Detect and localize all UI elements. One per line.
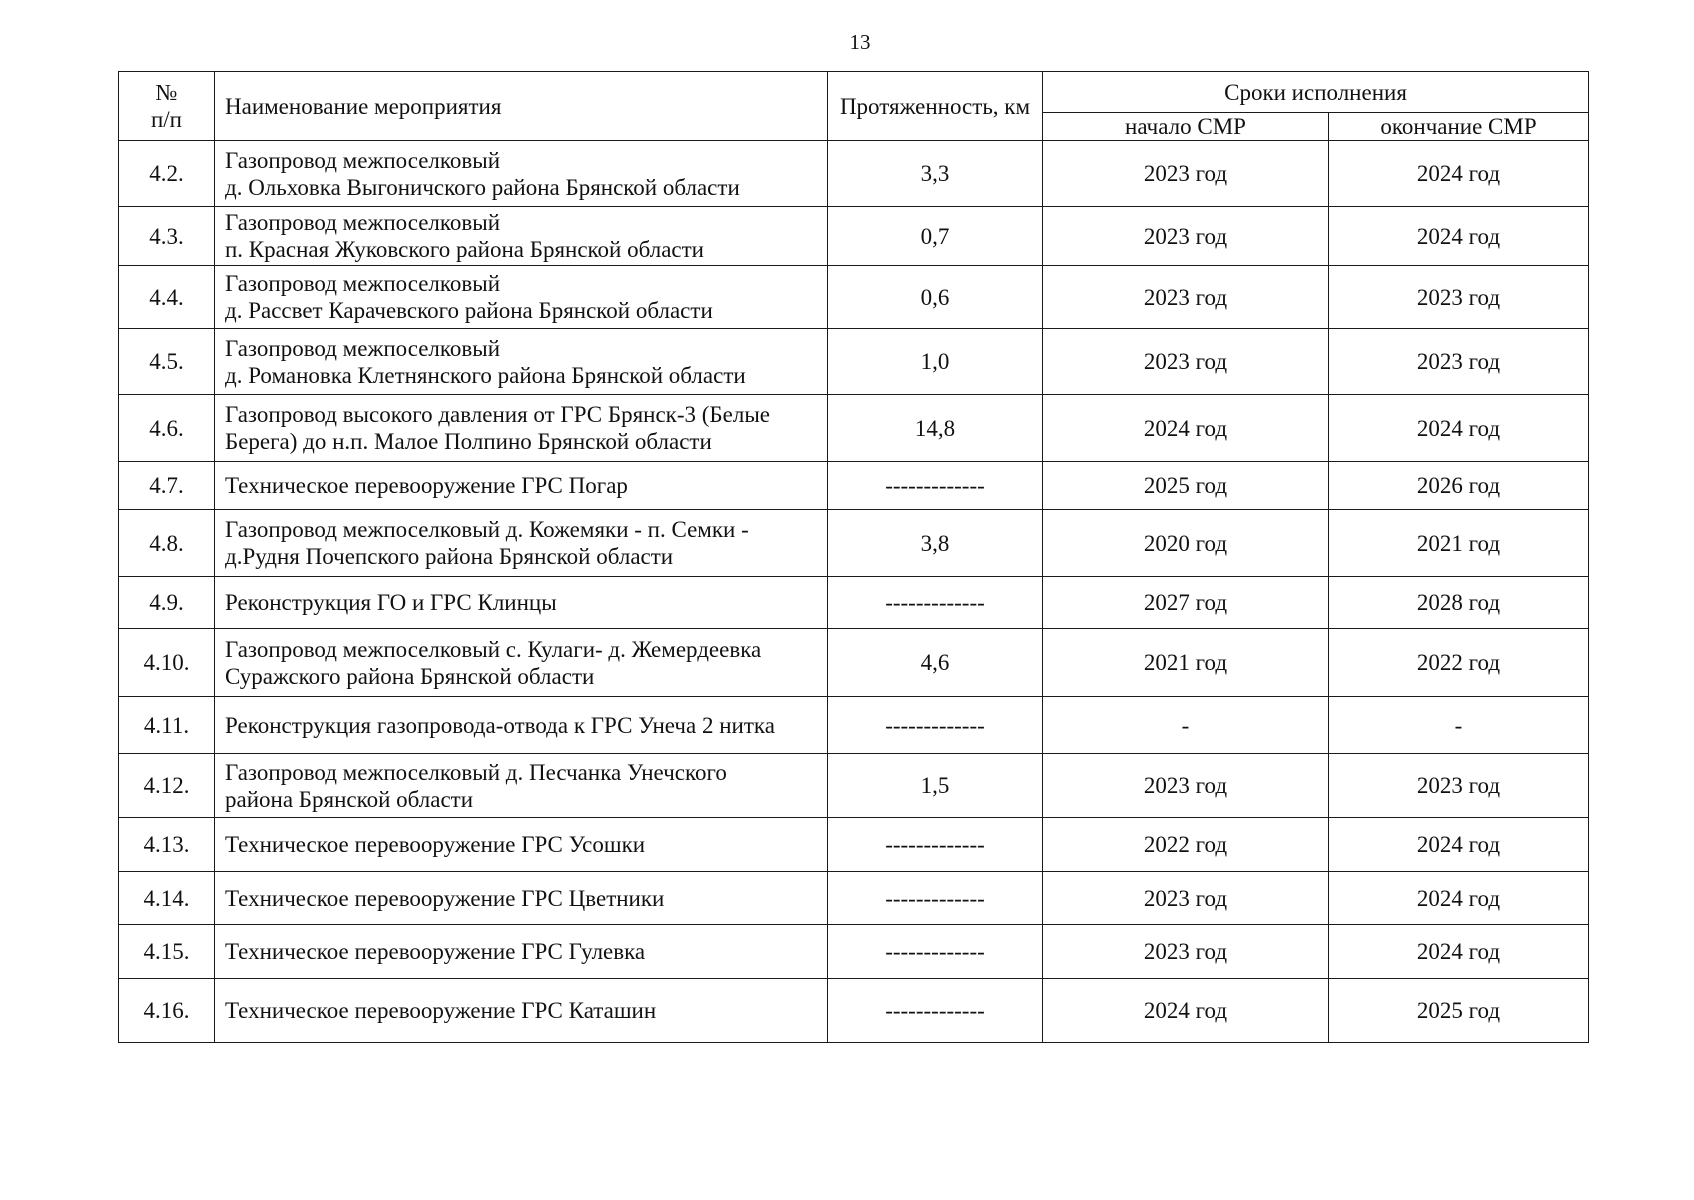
activity-name-line: Техническое перевооружение ГРС Каташин [225, 998, 657, 1023]
row-number: 4.16. [119, 979, 215, 1043]
activity-name-line: Газопровод межпоселковый д. Кожемяки - п. Семки - [225, 517, 749, 542]
row-number: 4.14. [119, 872, 215, 925]
header-number [119, 72, 215, 141]
end-date: 2024 год [1329, 872, 1589, 925]
header-length: Протяженность, км [828, 72, 1043, 141]
table-row [119, 395, 1589, 462]
table-row [119, 925, 1589, 979]
end-date: 2024 год [1329, 141, 1589, 207]
pipeline-length: ------------- [828, 577, 1043, 629]
activity-name-line: Газопровод высокого давления от ГРС Брянск-3 (Белые [225, 402, 770, 427]
activity-name-line: Суражского района Брянской области [225, 663, 595, 689]
start-date: 2023 год [1043, 266, 1329, 329]
row-number: 4.12. [119, 754, 215, 818]
start-date: 2023 год [1043, 925, 1329, 979]
table-body [119, 141, 1589, 1043]
activity-name-line: Реконструкция ГО и ГРС Клинцы [225, 590, 557, 615]
start-date: 2021 год [1043, 629, 1329, 697]
table-row [119, 697, 1589, 754]
end-date: 2024 год [1329, 925, 1589, 979]
activity-name [215, 697, 828, 754]
activity-name [215, 818, 828, 872]
pipeline-length: 4,6 [828, 629, 1043, 697]
table-header [119, 72, 1589, 141]
header-start: начало СМР [1043, 113, 1329, 141]
row-number: 4.3. [119, 207, 215, 266]
activity-name [215, 979, 828, 1043]
activity-name-line: Газопровод межпоселковый [225, 271, 501, 296]
table-row [119, 979, 1589, 1043]
activity-name-line: Газопровод межпоселковый [225, 147, 501, 173]
end-date: 2024 год [1329, 818, 1589, 872]
row-number: 4.15. [119, 925, 215, 979]
header-end: окончание СМР [1329, 113, 1589, 141]
activity-name-line: Техническое перевооружение ГРС Погар [225, 473, 628, 498]
pipeline-length: ------------- [828, 872, 1043, 925]
activity-name-line: д. Ольховка Выгоничского района Брянской области [225, 174, 740, 200]
table-row [119, 754, 1589, 818]
end-date: 2025 год [1329, 979, 1589, 1043]
activity-name [215, 395, 828, 462]
pipeline-length: ------------- [828, 818, 1043, 872]
page-number: 13 [849, 30, 871, 54]
end-date: 2028 год [1329, 577, 1589, 629]
activity-name [215, 510, 828, 577]
activity-name-line: района Брянской области [225, 786, 474, 812]
row-number: 4.6. [119, 395, 215, 462]
start-date: 2024 год [1043, 395, 1329, 462]
activity-name-line: Газопровод межпоселковый д. Песчанка Унечского [225, 759, 727, 785]
table-row [119, 872, 1589, 925]
pipeline-length: 3,8 [828, 510, 1043, 577]
header-number-label: № п/п [150, 80, 182, 132]
start-date: 2023 год [1043, 872, 1329, 925]
table-row [119, 141, 1589, 207]
pipeline-length: 1,5 [828, 754, 1043, 818]
activity-name [215, 872, 828, 925]
table-row [119, 462, 1589, 510]
row-number: 4.2. [119, 141, 215, 207]
activity-name-line: д.Рудня Почепского района Брянской области [225, 544, 674, 569]
row-number: 4.8. [119, 510, 215, 577]
end-date: 2023 год [1329, 754, 1589, 818]
activity-name-line: Газопровод межпоселковый [225, 335, 501, 361]
pipeline-length: 3,3 [828, 141, 1043, 207]
pipeline-length: 14,8 [828, 395, 1043, 462]
pipeline-length: 0,7 [828, 207, 1043, 266]
start-date: 2023 год [1043, 207, 1329, 266]
table-row [119, 266, 1589, 329]
activity-name [215, 141, 828, 207]
row-number: 4.9. [119, 577, 215, 629]
start-date: 2027 год [1043, 577, 1329, 629]
activity-name-line: Берега) до н.п. Малое Полпино Брянской области [225, 429, 712, 454]
activity-name-line: Техническое перевооружение ГРС Цветники [225, 885, 665, 911]
end-date: - [1329, 697, 1589, 754]
table-row [119, 329, 1589, 395]
start-date: 2023 год [1043, 329, 1329, 395]
start-date: - [1043, 697, 1329, 754]
activity-name [215, 207, 828, 266]
activity-name [215, 266, 828, 329]
row-number: 4.10. [119, 629, 215, 697]
header-name: Наименование мероприятия [215, 72, 828, 141]
table-row [119, 629, 1589, 697]
end-date: 2022 год [1329, 629, 1589, 697]
activity-name-line: Реконструкция газопровода-отвода к ГРС Унеча 2 нитка [225, 712, 775, 738]
row-number: 4.11. [119, 697, 215, 754]
start-date: 2025 год [1043, 462, 1329, 510]
row-number: 4.5. [119, 329, 215, 395]
activities-table [118, 71, 1589, 1043]
activity-name-line: д. Рассвет Карачевского района Брянской области [225, 298, 713, 323]
pipeline-length: 0,6 [828, 266, 1043, 329]
end-date: 2023 год [1329, 266, 1589, 329]
activity-name-line: п. Красная Жуковского района Брянской области [225, 237, 704, 262]
start-date: 2022 год [1043, 818, 1329, 872]
activity-name [215, 754, 828, 818]
end-date: 2024 год [1329, 207, 1589, 266]
end-date: 2024 год [1329, 395, 1589, 462]
row-number: 4.4. [119, 266, 215, 329]
activity-name [215, 577, 828, 629]
pipeline-length: ------------- [828, 697, 1043, 754]
end-date: 2021 год [1329, 510, 1589, 577]
header-deadlines: Сроки исполнения [1043, 72, 1589, 113]
pipeline-length: ------------- [828, 462, 1043, 510]
row-number: 4.13. [119, 818, 215, 872]
row-number: 4.7. [119, 462, 215, 510]
start-date: 2023 год [1043, 141, 1329, 207]
pipeline-length: ------------- [828, 925, 1043, 979]
activity-name-line: Газопровод межпоселковый [225, 210, 501, 235]
pipeline-length: ------------- [828, 979, 1043, 1043]
activity-name [215, 329, 828, 395]
activity-name-line: Газопровод межпоселковый с. Кулаги- д. Жемердеевка [225, 636, 762, 662]
start-date: 2020 год [1043, 510, 1329, 577]
table-row [119, 207, 1589, 266]
table-row [119, 577, 1589, 629]
activity-name-line: Техническое перевооружение ГРС Усошки [225, 832, 646, 857]
table-row [119, 510, 1589, 577]
activity-name [215, 925, 828, 979]
end-date: 2026 год [1329, 462, 1589, 510]
start-date: 2023 год [1043, 754, 1329, 818]
activity-name [215, 462, 828, 510]
start-date: 2024 год [1043, 979, 1329, 1043]
pipeline-length: 1,0 [828, 329, 1043, 395]
activity-name-line: д. Романовка Клетнянского района Брянской области [225, 362, 746, 388]
activity-name-line: Техническое перевооружение ГРС Гулевка [225, 939, 646, 964]
end-date: 2023 год [1329, 329, 1589, 395]
table-row [119, 818, 1589, 872]
activity-name [215, 629, 828, 697]
